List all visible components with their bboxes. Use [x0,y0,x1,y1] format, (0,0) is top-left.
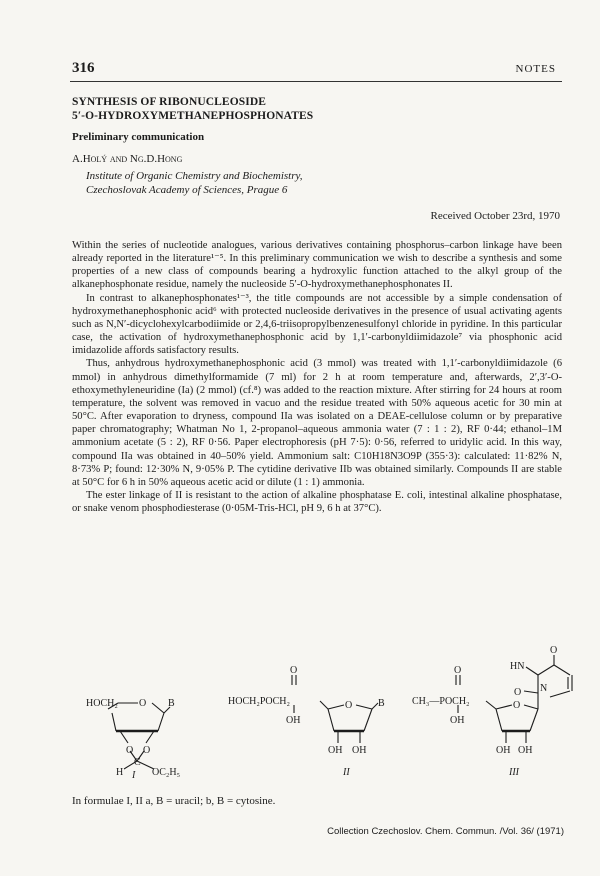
paragraph-2: In contrast to alkanephosphonates¹⁻³, the title compounds are not accessible by a simple condensation of hydroxymethanephosphonic acid⁶ with protected nucleoside derivatives in the presence of usual activating agents such as N,N′-dicyclohexylcarbodiimide or 2,4,6-triisopropylbenzenesulfonyl chloride in pyridine. In this particular case, the activation of hydroxymethanephosphonic acid by 1,1′-carbonyldiimidazole⁷ via phosphonic acid imidazolide affords satisfactory results. [72,292,562,357]
paragraph-1: Within the series of nucleotide analogues, various derivatives containing phosphorus–carbon linkage have been already reported in the literature¹⁻⁵. In this preliminary communication we wish to describe a synthesis and some properties of a new class of compounds bearing a hydroxylic function attached to the alkyl group of the alkanephosphonate residue, namely the nucleoside 5′-O-hydroxymethanephosphonates II. [72,240,562,291]
institute-line-1: Institute of Organic Chemistry and Biochemistry, [86,170,303,182]
article-subtitle: Preliminary communication [72,131,205,143]
page-number: 316 [72,60,95,76]
structural-formulas [60,645,580,790]
s2-p-oh-label: OH [286,715,301,726]
s1-base-label: B [168,698,175,709]
s3-pyrimidine-o-top-label: O [550,645,558,656]
s3-n-label: N [540,683,548,694]
s2-chain-label: HOCH₂POCH₂ [228,696,290,707]
s3-ring-o-label: O [513,700,521,711]
s3-pyrimidine-o-left-label: O [514,687,522,698]
s3-hn-label: HN [510,661,525,672]
article-body [72,239,562,515]
s1-c-label: C [134,757,141,768]
journal-footer: Collection Czechoslov. Chem. Commun. /Vol. 36/ (1971) [327,826,564,837]
authors: A.Holý and Ng.D.Hong [72,153,183,165]
received-date: Received October 23rd, 1970 [430,210,560,222]
header-rule [70,81,562,82]
paragraph-3: Thus, anhydrous hydroxymethanephosphonic acid (3 mmol) was treated with 1,1′-carbonyldiimidazole (6 mmol) in anhydrous dimethylformamide (7 ml) for 2 h at room temperature and, afterwards, 2′,3′-O-ethoxymethyleneuridine (Ia) (2 mmol) (cf.⁸) was added to the reaction mixture. After stirring for 24 hours at room temperature, the solvent was removed in vacuo and the residue treated with 50% aqueous acetic for 30 min at 50°C. After evaporation to dryness, compound IIa was isolated on a DEAE-cellulose column or by preparative paper chromatography; Whatman No 1, 2-propanol–aqueous ammonia water (7 : 1 : 2), RF 0·44; ethanol–1M ammonium acetate (5 : 2), RF 0·56. Paper electrophoresis (pH 7·5): 0·56, referred to uridylic acid. In this way, compound IIa was obtained in 40–50% yield. Ammonium salt: C10H18N3O9P (355·3): calculated: 11·82% N, 8·73% P; found: 12·30% N, 9·05% P. The cytidine derivative IIb was obtained similarly. Compounds II are stable at 50°C for 6 h in 50% aqueous acetic acid or dilute (1 : 1) ammonia. [72,358,562,488]
structure-i-label: I [132,770,136,781]
s2-phosphoryl-o-label: O [290,665,298,676]
s1-h-label: H [116,767,124,778]
s2-base-label: B [378,698,385,709]
s3-oh-2-label: OH [518,745,533,756]
s3-p-oh-label: OH [450,715,465,726]
structure-ii-label: II [343,767,350,778]
s2-ring-o-label: O [345,700,353,711]
s1-o-right-label: O [143,745,151,756]
article-title-line-2: 5′-O-HYDROXYMETHANEPHOSPHONATES [72,110,314,122]
s1-o-left-label: O [126,745,134,756]
s1-oc2h5-label: OC₂H₅ [152,767,181,778]
paragraph-4: The ester linkage of II is resistant to the action of alkaline phosphatase E. coli, intestinal alkaline phosphatase, or snake venom phosphodiesterase (0·05M-Tris-HCl, pH 9, 6 h at 37°C). [72,489,562,515]
s3-oh-1-label: OH [496,745,511,756]
structure-iii-label: III [509,767,519,778]
s2-oh-2-label: OH [352,745,367,756]
section-header: NOTES [515,63,556,75]
article-title-line-1: SYNTHESIS OF RIBONUCLEOSIDE [72,96,266,108]
figure-caption: In formulae I, II a, B = uracil; b, B = cytosine. [72,795,276,807]
institute-line-2: Czechoslovak Academy of Sciences, Prague 6 [86,184,288,196]
s1-ring-o-label: O [139,698,147,709]
s1-hoch2-label: HOCH₂ [86,698,118,709]
s3-phosphoryl-o-label: O [454,665,462,676]
s2-oh-1-label: OH [328,745,343,756]
s3-chain-label: CH₃—POCH₂ [412,696,470,707]
